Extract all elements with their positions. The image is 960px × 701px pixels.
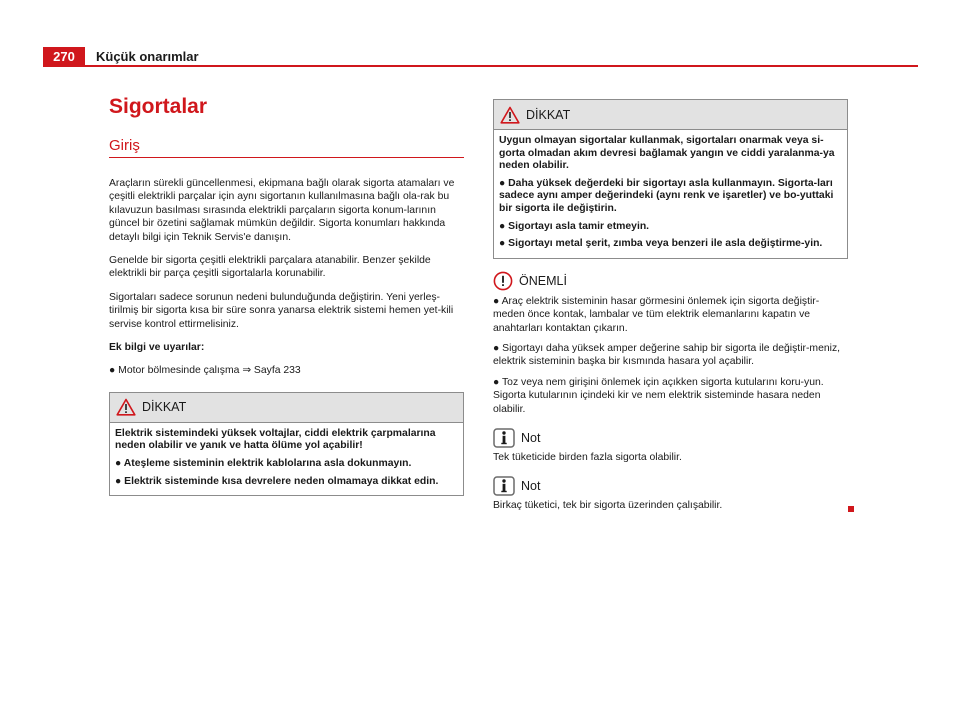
page-number: 270 — [43, 47, 85, 67]
warning-body — [110, 423, 463, 495]
right-column — [493, 99, 848, 523]
end-of-section-marker — [848, 506, 854, 512]
warning-bullet: ● Ateşleme sisteminin elektrik kablolarına asla dokunmayın. — [115, 458, 412, 470]
warning-bullet: ● Daha yüksek değerdeki bir sigortayı asla kullanmayın. Sigorta-ları sadece aynı amper değerindeki (aynı renk ve işaretler) ve bo-yuttaki bir sigorta ile değiştirin. — [499, 177, 834, 214]
important-bullet: ● Sigortayı daha yüksek amper değerine sahip bir sigorta ile değiştir-meniz, elektrik sisteminin başka bir kısmında hasara yol açabilir. — [493, 342, 841, 368]
info-note-icon — [493, 476, 515, 496]
note-text: Birkaç tüketici, tek bir sigorta üzerinden çalışabilir. — [493, 500, 723, 512]
subsection-title: Giriş — [109, 137, 464, 158]
warning-title: DİKKAT — [142, 400, 187, 415]
warning-header — [110, 393, 463, 423]
warning-box — [493, 99, 848, 259]
chapter-title: Küçük onarımlar — [96, 49, 199, 64]
header-divider — [85, 65, 918, 67]
important-bullet: ● Araç elektrik sisteminin hasar görmesini önlemek için sigorta değiştir-meden önce kontak, lambalar ve tüm elektrik elemanlarını kapatın ve anahtarları kontaktan çıkarın. — [493, 295, 820, 334]
note-title: Not — [521, 431, 541, 445]
warning-bullet: ● Sigortayı asla tamir etmeyin. — [499, 220, 650, 232]
paragraph: Araçların sürekli güncellenmesi, ekipmana bağlı olarak sigorta atamaları ve çeşitli elektrikli parçalar için aynı sigortanın kullanılmasına bağlı ola-rak bu kılavuzun basılması sırasında elektrikli parçaların sigorta konum-larının güncel bir özetini sağlamak mümkün değildir. Sigorta konumları hakkında detaylı bilgi için Teknik Servis'e danışın. — [109, 178, 455, 243]
paragraph: Genelde bir sigorta çeşitli elektrikli parçalara atanabilir. Benzer şekilde elektrikli bir parça çeşitli sigortalarla korunabilir. — [109, 255, 431, 280]
note-text: Tek tüketicide birden fazla sigorta olabilir. — [493, 452, 682, 463]
warning-triangle-icon — [116, 398, 136, 416]
warning-title: DİKKAT — [526, 107, 571, 122]
paragraph: Sigortaları sadece sorunun nedeni bulunduğunda değiştirin. Yeni yerleş-tirilmiş bir sigorta kısa bir süre sonra yanarsa elektrik sistemi hemen yet-kili servise kontrol ettirmelisiniz. — [109, 291, 454, 330]
warning-body — [494, 130, 847, 258]
extra-info-label: Ek bilgi ve uyarılar: — [109, 342, 205, 354]
important-section — [493, 271, 848, 416]
warning-bullet: ● Elektrik sisteminde kısa devrelere neden olmamaya dikkat edin. — [115, 475, 439, 487]
note-header — [493, 428, 848, 448]
note-section — [493, 428, 848, 464]
note-title: Not — [521, 479, 541, 494]
left-column — [109, 95, 464, 496]
important-header — [493, 271, 848, 291]
section-title: Sigortalar — [109, 95, 208, 118]
intro-text — [109, 177, 464, 378]
important-title: ÖNEMLİ — [519, 273, 567, 288]
important-bullet: ● Toz veya nem girişini önlemek için açıkken sigorta kutularını koru-yun. Sigorta kutularının içindeki kir ve nem elektrik sisteminde hasara neden olabilir. — [493, 376, 824, 415]
note-header — [493, 476, 848, 496]
extra-info-link[interactable]: ● Motor bölmesinde çalışma ⇒ Sayfa 233 — [109, 365, 301, 377]
warning-bullet: ● Sigortayı metal şerit, zımba veya benzeri ile asla değiştirme-yin. — [499, 238, 823, 250]
warning-triangle-icon — [500, 106, 520, 124]
warning-header — [494, 100, 847, 130]
warning-lead: Elektrik sistemindeki yüksek voltajlar, ciddi elektrik çarpmalarına neden olabilir ve yanık ve hatta ölüme yol açabilir! — [115, 427, 436, 452]
warning-lead: Uygun olmayan sigortalar kullanmak, sigortaları onarmak veya si-gorta olmadan akım devresi bağlamak yangın ve ciddi yaralanma-ya neden olabilir. — [499, 135, 835, 172]
info-note-icon — [493, 428, 515, 448]
note-section — [493, 476, 848, 512]
warning-box — [109, 392, 464, 496]
exclamation-circle-icon — [493, 271, 513, 291]
